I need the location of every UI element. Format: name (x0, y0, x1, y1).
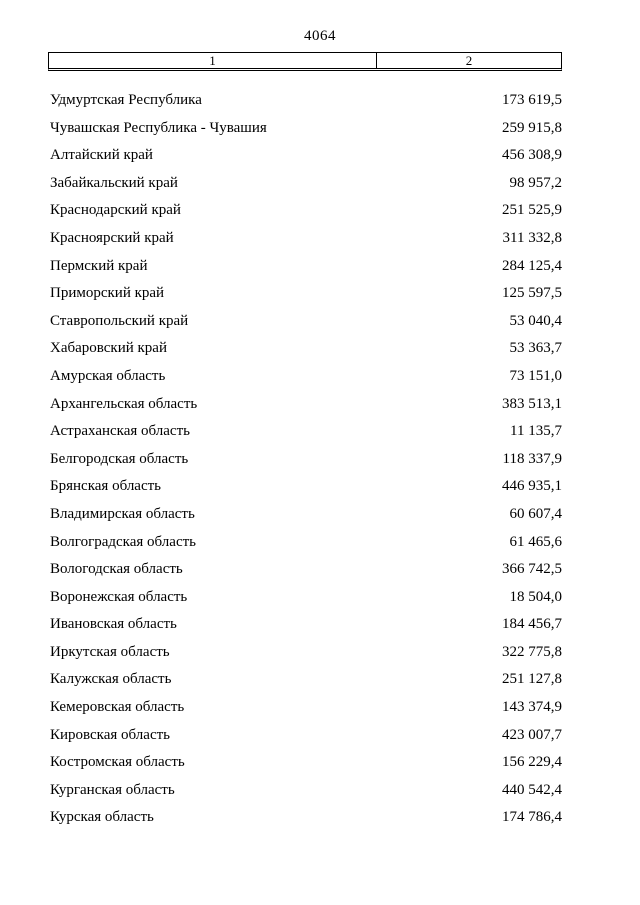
region-value-cell: 251 127,8 (502, 671, 562, 688)
region-value-cell: 125 597,5 (502, 285, 562, 302)
table-row (50, 120, 562, 148)
region-value-cell: 53 363,7 (509, 340, 562, 357)
region-value-cell: 383 513,1 (502, 395, 562, 412)
region-value-cell: 156 229,4 (502, 754, 562, 771)
table-row (50, 368, 562, 396)
region-value-cell: 53 040,4 (509, 312, 562, 329)
region-name-cell: Пермский край (50, 257, 148, 274)
table-row (50, 699, 562, 727)
table-row (50, 423, 562, 451)
region-value-cell: 456 308,9 (502, 147, 562, 164)
region-value-cell: 184 456,7 (502, 616, 562, 633)
region-value-cell: 73 151,0 (509, 367, 562, 384)
table-row (50, 754, 562, 782)
region-name-cell: Забайкальский край (50, 174, 178, 191)
region-name-cell: Амурская область (50, 367, 166, 384)
region-name-cell: Архангельская область (50, 395, 198, 412)
table-row (50, 451, 562, 479)
table-header-row (48, 52, 562, 71)
region-table-body (50, 92, 562, 837)
region-value-cell: 173 619,5 (502, 92, 562, 108)
table-row (50, 727, 562, 755)
region-value-cell: 174 786,4 (502, 809, 562, 826)
region-value-cell: 259 915,8 (502, 119, 562, 136)
table-row (50, 147, 562, 175)
table-row (50, 782, 562, 810)
region-name-cell: Чувашская Республика - Чувашия (50, 119, 267, 136)
region-name-cell: Кировская область (50, 726, 171, 743)
region-value-cell: 284 125,4 (502, 257, 562, 274)
region-value-cell: 98 957,2 (509, 174, 562, 191)
table-row (50, 285, 562, 313)
region-name-cell: Брянская область (50, 478, 162, 495)
region-name-cell: Костромская область (50, 754, 185, 771)
table-row (50, 313, 562, 341)
region-value-cell: 251 525,9 (502, 202, 562, 219)
region-name-cell: Калужская область (50, 671, 172, 688)
region-name-cell: Курганская область (50, 781, 175, 798)
table-row (50, 396, 562, 424)
table-row (50, 230, 562, 258)
region-value-cell: 60 607,4 (509, 505, 562, 522)
region-value-cell: 366 742,5 (502, 561, 562, 578)
region-name-cell: Владимирская область (50, 505, 195, 522)
region-value-cell: 423 007,7 (502, 726, 562, 743)
table-row (50, 175, 562, 203)
region-value-cell: 61 465,6 (509, 533, 562, 550)
region-name-cell: Краснодарский край (50, 202, 181, 219)
table-row (50, 478, 562, 506)
region-name-cell: Удмуртская Республика (50, 92, 202, 108)
region-value-cell: 143 374,9 (502, 699, 562, 716)
region-value-cell: 311 332,8 (502, 229, 562, 246)
table-row (50, 506, 562, 534)
region-name-cell: Ивановская область (50, 616, 177, 633)
region-name-cell: Алтайский край (50, 147, 153, 164)
region-name-cell: Приморский край (50, 285, 165, 302)
region-value-cell: 446 935,1 (502, 478, 562, 495)
column-header-1: 1 (49, 53, 377, 68)
table-row (50, 809, 562, 837)
table-row (50, 561, 562, 589)
region-name-cell: Ставропольский край (50, 312, 189, 329)
region-name-cell: Вологодская область (50, 561, 183, 578)
column-header-2: 2 (465, 53, 473, 68)
table-row (50, 92, 562, 120)
region-name-cell: Астраханская область (50, 423, 190, 440)
region-name-cell: Кемеровская область (50, 699, 185, 716)
region-value-cell: 118 337,9 (502, 450, 562, 467)
region-name-cell: Иркутская область (50, 643, 170, 660)
table-row (50, 340, 562, 368)
page-number: 4064 (304, 28, 336, 44)
table-row (50, 616, 562, 644)
table-row (50, 644, 562, 672)
table-row (50, 202, 562, 230)
table-row (50, 671, 562, 699)
region-name-cell: Волгоградская область (50, 533, 196, 550)
region-name-cell: Хабаровский край (50, 340, 167, 357)
table-row (50, 589, 562, 617)
table-row (50, 258, 562, 286)
region-value-cell: 18 504,0 (509, 588, 562, 605)
region-name-cell: Воронежская область (50, 588, 188, 605)
region-value-cell: 322 775,8 (502, 643, 562, 660)
region-value-cell: 11 135,7 (510, 423, 562, 440)
region-name-cell: Курская область (50, 809, 154, 826)
table-row (50, 534, 562, 562)
region-name-cell: Белгородская область (50, 450, 189, 467)
region-name-cell: Красноярский край (50, 229, 174, 246)
region-value-cell: 440 542,4 (502, 781, 562, 798)
